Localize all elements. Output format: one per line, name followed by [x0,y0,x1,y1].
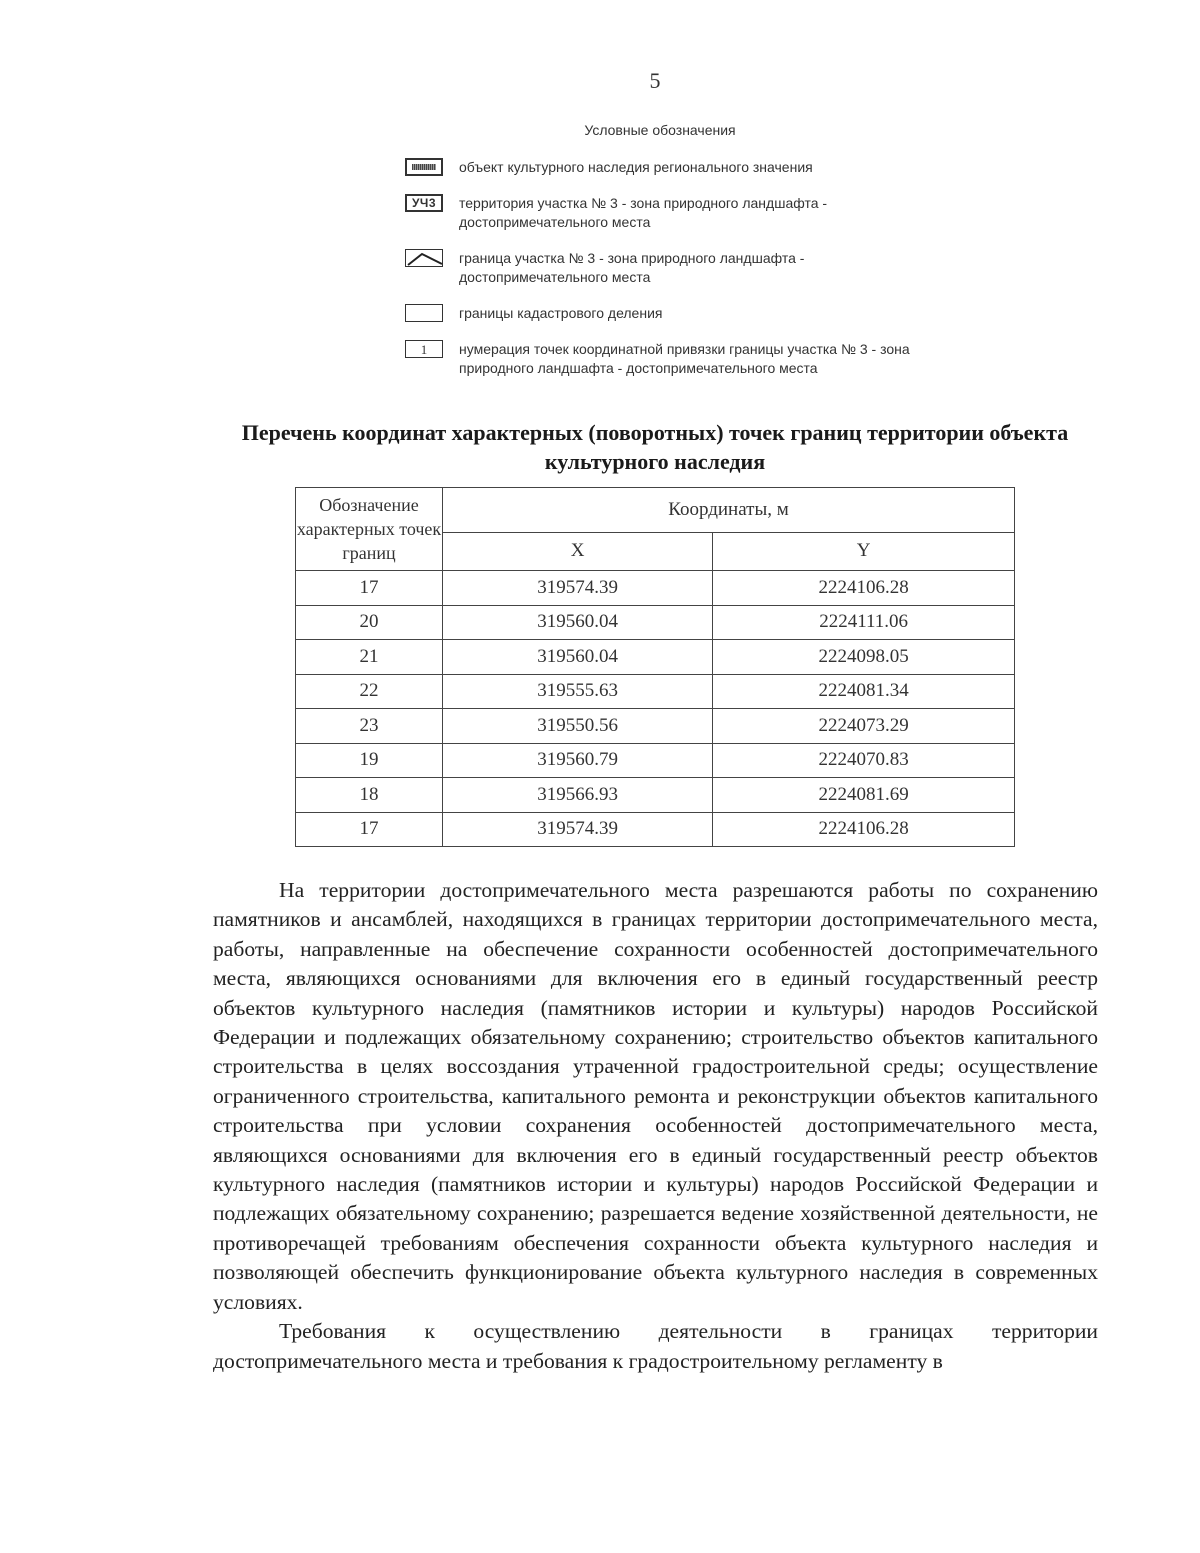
legend-item [405,158,925,177]
territory-code-symbol-icon: УЧ3 [405,194,443,212]
table-row [296,640,1015,675]
point-cell: 23 [296,709,443,744]
y-cell: 2224081.34 [713,674,1015,709]
heritage-object-symbol-icon [405,158,443,176]
x-cell: 319560.79 [443,743,713,778]
point-cell: 17 [296,812,443,847]
point-cell: 18 [296,778,443,813]
legend [405,158,925,395]
header-y: Y [713,532,1015,570]
point-number-symbol-icon: 1 [405,340,443,358]
table-row [296,605,1015,640]
x-cell: 319574.39 [443,812,713,847]
legend-item [405,304,925,323]
boundary-line-symbol-icon [405,249,443,267]
legend-item-text: объект культурного наследия регионального значения [459,159,813,175]
header-x: X [443,532,713,570]
cadastral-boundary-symbol-icon [405,304,443,322]
y-cell: 2224070.83 [713,743,1015,778]
x-cell: 319574.39 [443,571,713,606]
legend-title: Условные обозначения [584,122,736,138]
x-cell: 319566.93 [443,778,713,813]
point-cell: 17 [296,571,443,606]
table-row [296,674,1015,709]
paragraph: На территории достопримечательного места разрешаются работы по сохранению памятников и ансамблей, находящихся в границах территории достопримечательного места, работы, направленные на обеспечение сохранности особенностей достопримечательного места, являющихся основаниями для включения его в единый государственный реестр объектов культурного наследия (памятников истории и культуры) народов Российской Федерации и подлежащих обязательному сохранению; строительство объектов капитального строительства в целях воссоздания утраченной градостроительной среды; осуществление ограниченного строительства, капитального ремонта и реконструкции объектов капитального строительства при условии сохранения особенностей достопримечательного места, являющихся основаниями для включения его в единый государственный реестр объектов культурного наследия (памятников истории и культуры) народов Российской Федерации и подлежащих обязательному сохранению; разрешается ведение хозяйственной деятельности, не противоречащей требованиям обеспечения сохранности объекта культурного наследия и позволяющей обеспечить функционирование объекта культурного наследия в современных условиях. [213,878,1098,1314]
point-cell: 19 [296,743,443,778]
table-row [296,743,1015,778]
table-row [296,709,1015,744]
y-cell: 2224106.28 [713,571,1015,606]
paragraph: Требования к осуществлению деятельности в границах территории достопримечательного места и требования к градостроительному регламенту в [213,1319,1098,1373]
point-cell: 21 [296,640,443,675]
x-cell: 319550.56 [443,709,713,744]
x-cell: 319555.63 [443,674,713,709]
legend-item-text: граница участка № 3 - зона природного ландшафта - достопримечательного места [459,250,805,285]
page-number: 5 [649,68,661,93]
legend-item [405,249,925,287]
header-coordinates: Координаты, м [443,488,1015,533]
y-cell: 2224111.06 [713,605,1015,640]
legend-item-text: территория участка № 3 - зона природного ландшафта - достопримечательного места [459,195,828,230]
legend-item [405,340,925,378]
table-heading: Перечень координат характерных (поворотных) точек границ территории объекта культурного наследия [241,420,1069,474]
legend-item [405,194,925,232]
y-cell: 2224081.69 [713,778,1015,813]
x-cell: 319560.04 [443,605,713,640]
y-cell: 2224098.05 [713,640,1015,675]
legend-item-text: границы кадастрового деления [459,305,663,321]
legend-item-text: нумерация точек координатной привязки границы участка № 3 - зона природного ландшафта - достопримечательного места [459,341,910,376]
y-cell: 2224073.29 [713,709,1015,744]
y-cell: 2224106.28 [713,812,1015,847]
x-cell: 319560.04 [443,640,713,675]
point-cell: 22 [296,674,443,709]
body-text [213,876,1098,1376]
header-designation: Обозначение характерных точек границ [296,488,443,571]
table-row [296,778,1015,813]
table-row [296,571,1015,606]
point-cell: 20 [296,605,443,640]
table-row [296,812,1015,847]
coordinates-table [295,487,1015,847]
